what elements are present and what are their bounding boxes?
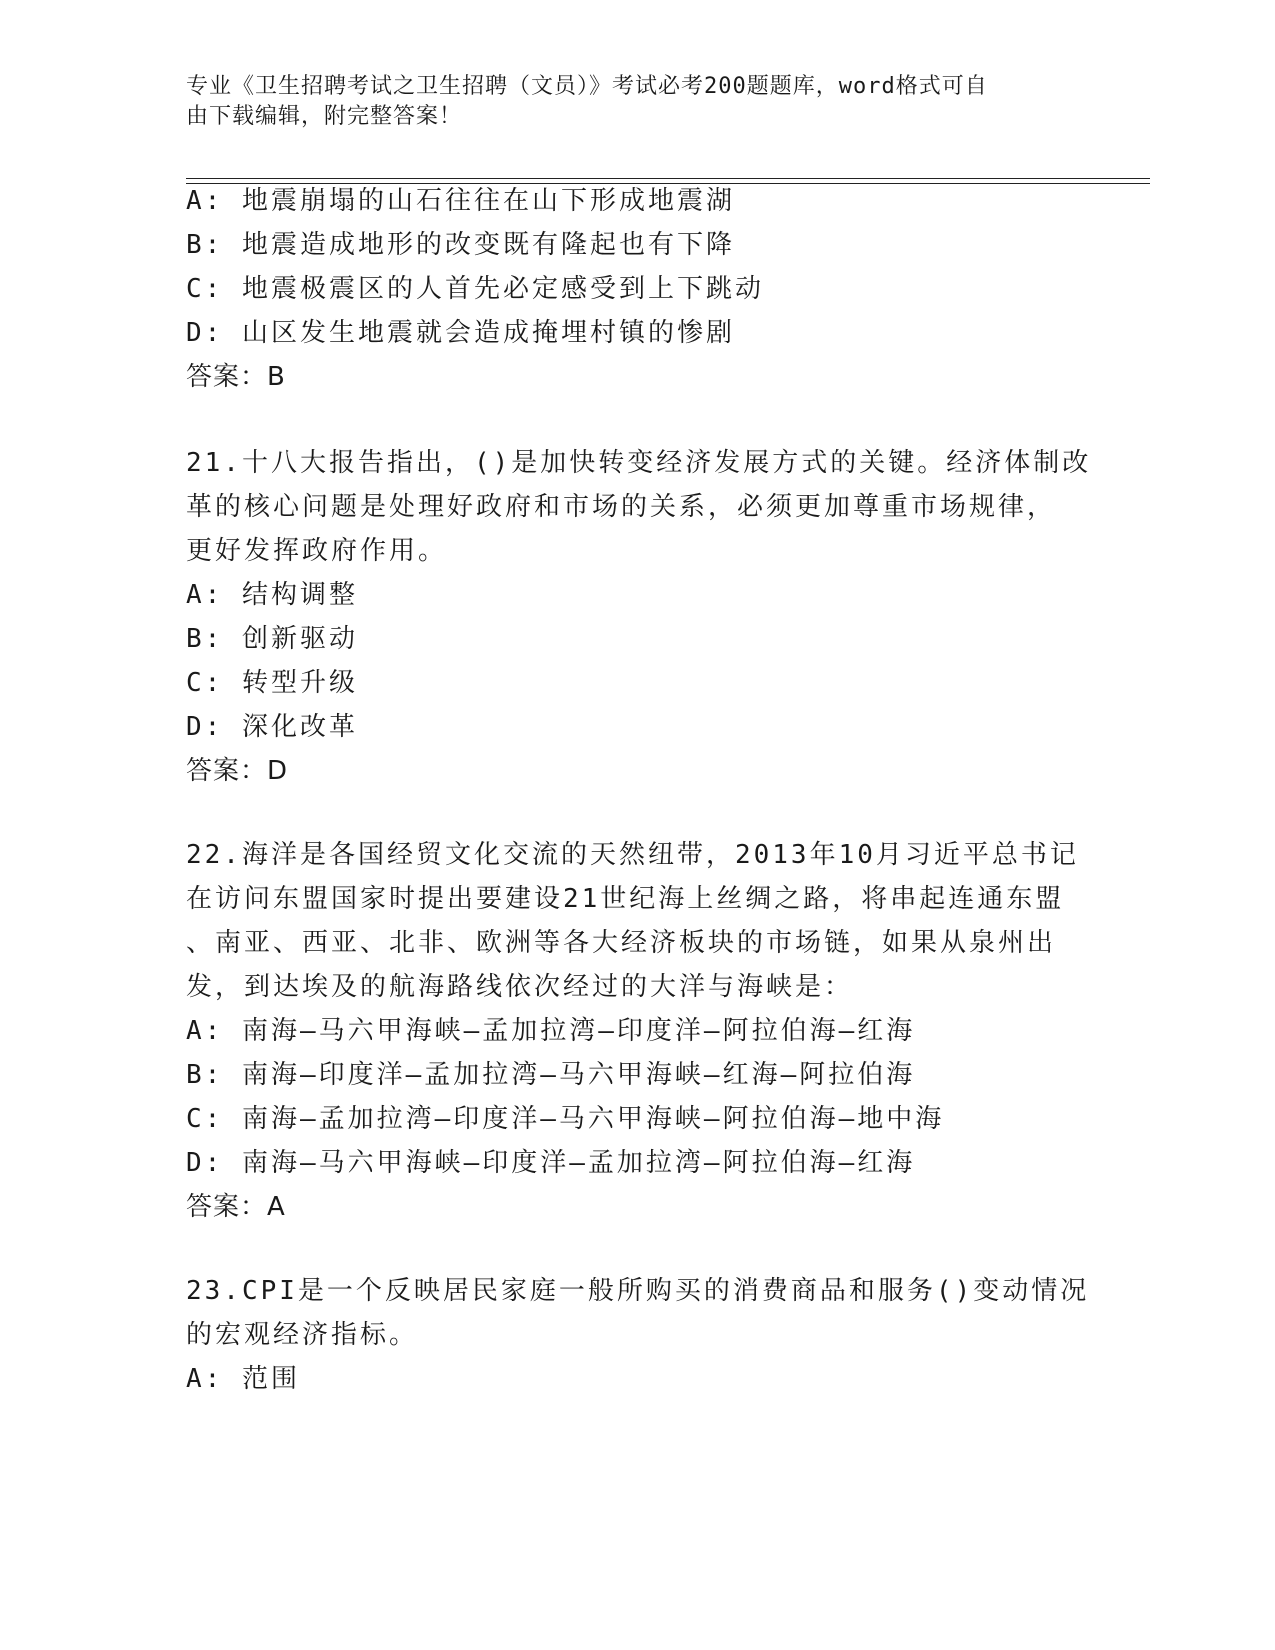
q21-option-c: C: 转型升级 [186, 668, 358, 698]
q22-option-a: A: 南海—马六甲海峡—孟加拉湾—印度洋—阿拉伯海—红海 [186, 1016, 916, 1046]
q20-option-d: D: 山区发生地震就会造成掩埋村镇的惨剧 [186, 318, 735, 348]
q22-stem-line-3: 、南亚、西亚、北非、欧洲等各大经济板块的市场链，如果从泉州出 [186, 928, 1057, 958]
q21-option-b: B: 创新驱动 [186, 624, 358, 654]
q20-answer: 答案：B [186, 362, 286, 392]
q21-stem-line-3: 更好发挥政府作用。 [186, 536, 448, 566]
q22-stem-line-2: 在访问东盟国家时提出要建设21世纪海上丝绸之路，将串起连通东盟 [186, 884, 1065, 914]
q20-option-b: B: 地震造成地形的改变既有隆起也有下降 [186, 230, 735, 260]
q20-option-a: A: 地震崩塌的山石往往在山下形成地震湖 [186, 186, 735, 216]
q23-option-a: A: 范围 [186, 1364, 300, 1394]
q21-option-d: D: 深化改革 [186, 712, 358, 742]
q22-answer: 答案：A [186, 1192, 286, 1222]
q22-stem-line-4: 发，到达埃及的航海路线依次经过的大洋与海峡是： [186, 972, 854, 1002]
q22-option-d: D: 南海—马六甲海峡—印度洋—孟加拉湾—阿拉伯海—红海 [186, 1148, 916, 1178]
q20-option-c: C: 地震极震区的人首先必定感受到上下跳动 [186, 274, 764, 304]
q21-stem-line-2: 革的核心问题是处理好政府和市场的关系，必须更加尊重市场规律， [186, 492, 1057, 522]
header-line-1: 专业《卫生招聘考试之卫生招聘（文员）》考试必考200题题库，word格式可自 [186, 74, 988, 99]
q22-stem-line-1: 22.海洋是各国经贸文化交流的天然纽带，2013年10月习近平总书记 [186, 840, 1079, 870]
document-header [186, 72, 1066, 132]
q22-option-c: C: 南海—孟加拉湾—印度洋—马六甲海峡—阿拉伯海—地中海 [186, 1104, 945, 1134]
q23-stem-line-2: 的宏观经济指标。 [186, 1320, 419, 1350]
q21-answer: 答案：D [186, 756, 289, 786]
q23-stem-line-1: 23.CPI是一个反映居民家庭一般所购买的消费商品和服务()变动情况 [186, 1276, 1090, 1306]
header-line-2: 由下载编辑，附完整答案！ [186, 104, 463, 129]
q21-stem-line-1: 21.十八大报告指出，()是加快转变经济发展方式的关键。经济体制改 [186, 448, 1092, 478]
header-divider-top [186, 178, 1150, 179]
q22-option-b: B: 南海—印度洋—孟加拉湾—马六甲海峡—红海—阿拉伯海 [186, 1060, 916, 1090]
q21-option-a: A: 结构调整 [186, 580, 358, 610]
